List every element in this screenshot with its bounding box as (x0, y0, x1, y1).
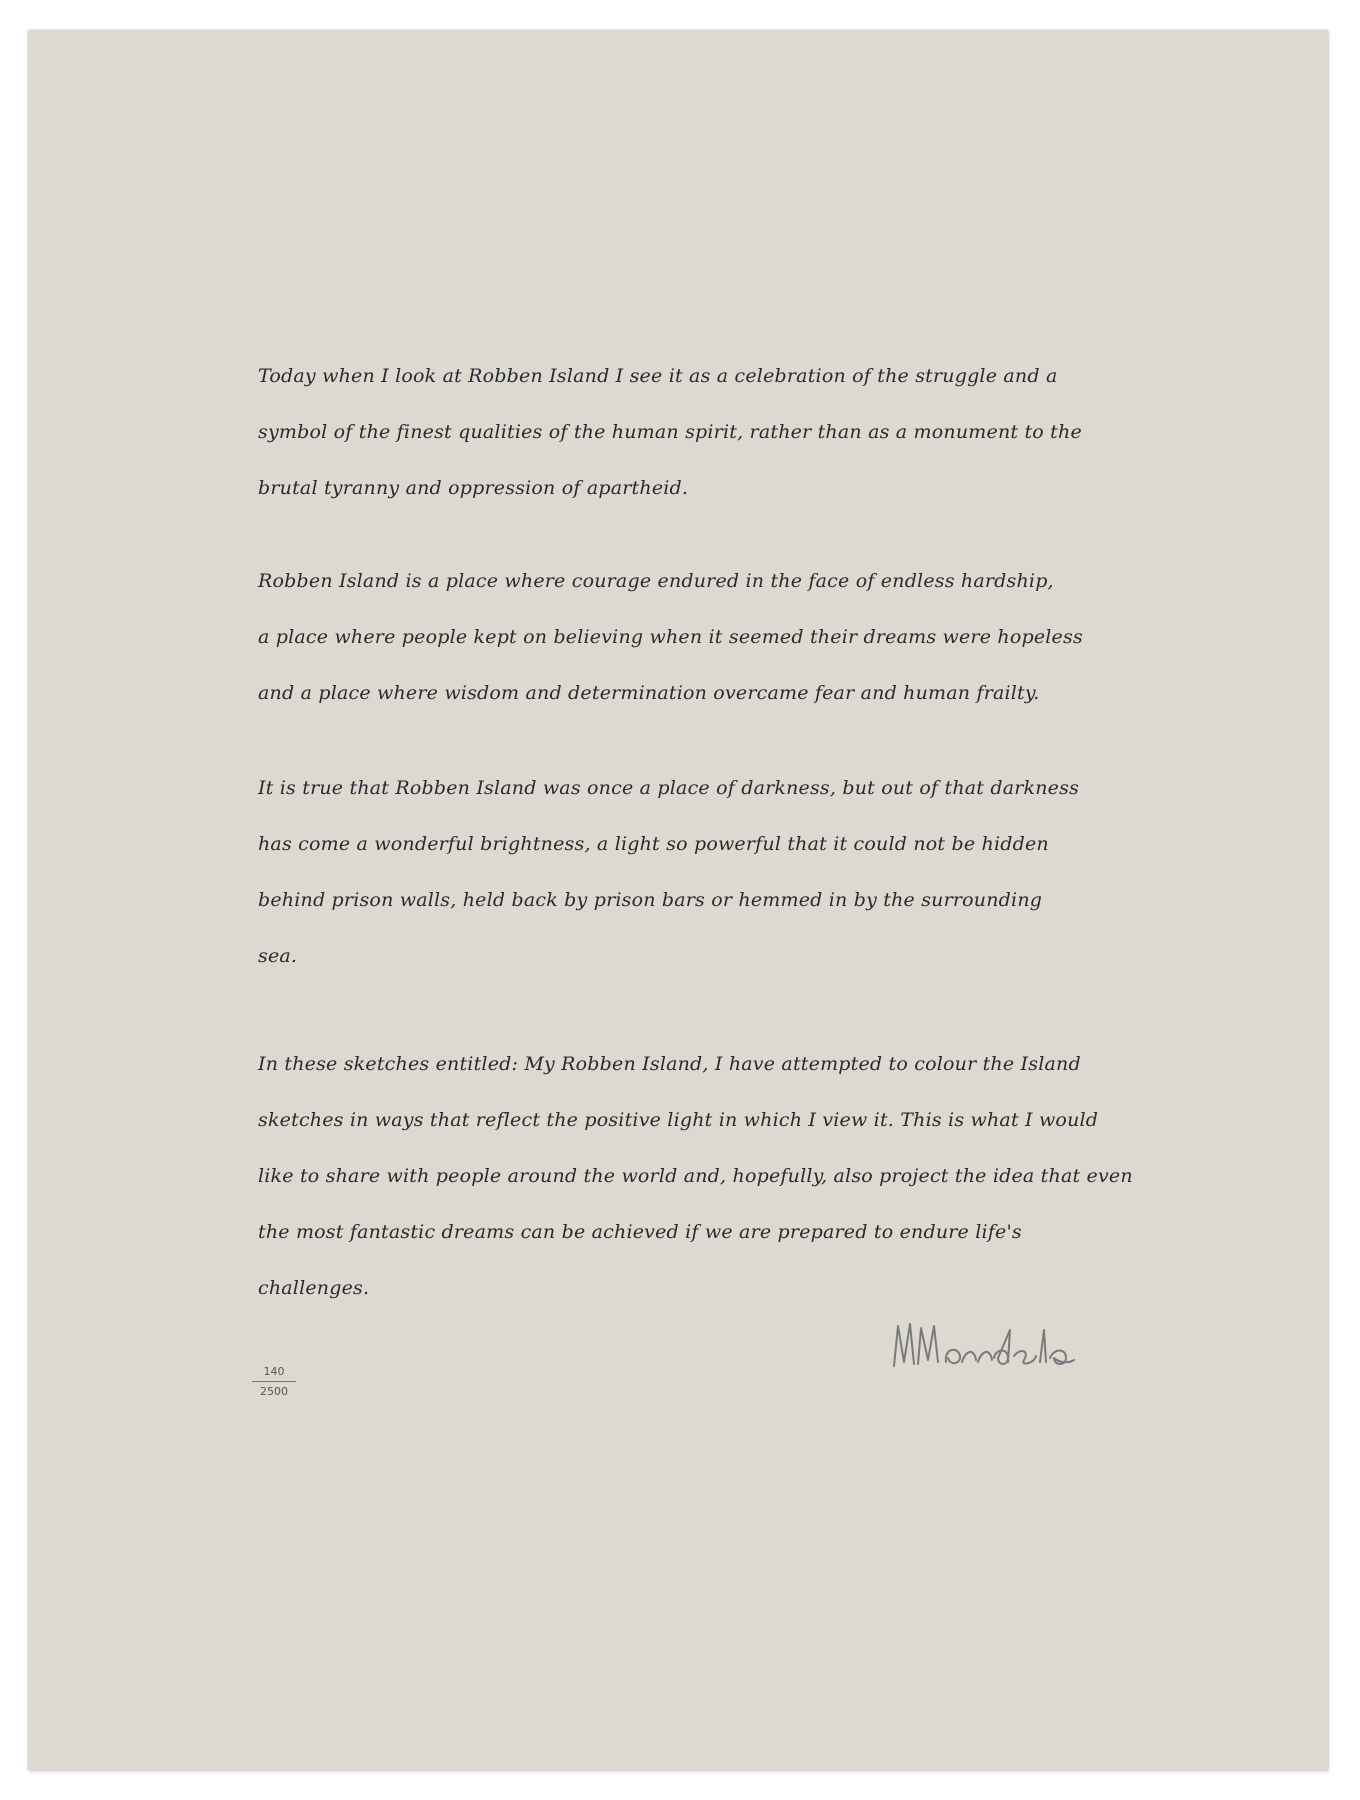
paragraph-line: behind prison walls, held back by prison bars or hemmed in by the surrounding (258, 889, 1043, 911)
edition-number (252, 1365, 296, 1399)
paragraph-1 (258, 348, 1118, 516)
paragraph-line: sea. (258, 945, 298, 967)
signature-drawing (888, 1312, 1088, 1382)
paragraph-4 (258, 1036, 1133, 1316)
paragraph-line: brutal tyranny and oppression of apartheid. (258, 477, 689, 499)
paragraph-line: It is true that Robben Island was once a place of darkness, but out of that darkness (258, 777, 1080, 799)
edition-fraction-bar (252, 1381, 296, 1382)
paragraph-line: and a place where wisdom and determination overcame fear and human frailty. (258, 682, 1040, 704)
paragraph-2 (258, 553, 1118, 721)
paragraph-line: sketches in ways that reflect the positive light in which I view it. This is what I would (258, 1109, 1099, 1131)
paragraph-line: In these sketches entitled: My Robben Island, I have attempted to colour the Island (258, 1053, 1081, 1075)
paragraph-line: symbol of the finest qualities of the human spirit, rather than as a monument to the (258, 421, 1082, 443)
paragraph-line: Today when I look at Robben Island I see it as a celebration of the struggle and a (258, 365, 1058, 387)
paragraph-line: a place where people kept on believing when it seemed their dreams were hopeless (258, 626, 1083, 648)
paragraph-line: has come a wonderful brightness, a light so powerful that it could not be hidden (258, 833, 1049, 855)
paragraph-line: challenges. (258, 1277, 370, 1299)
signature (888, 1312, 1088, 1382)
paragraph-line: the most fantastic dreams can be achieved if we are prepared to endure life's (258, 1221, 1022, 1243)
paragraph-3 (258, 760, 1118, 984)
edition-total: 2500 (260, 1385, 288, 1398)
paragraph-line: Robben Island is a place where courage endured in the face of endless hardship, (258, 570, 1054, 592)
edition-copy-number: 140 (263, 1365, 285, 1378)
paper-sheet (28, 30, 1328, 1770)
paragraph-line: like to share with people around the world and, hopefully, also project the idea that even (258, 1165, 1133, 1187)
